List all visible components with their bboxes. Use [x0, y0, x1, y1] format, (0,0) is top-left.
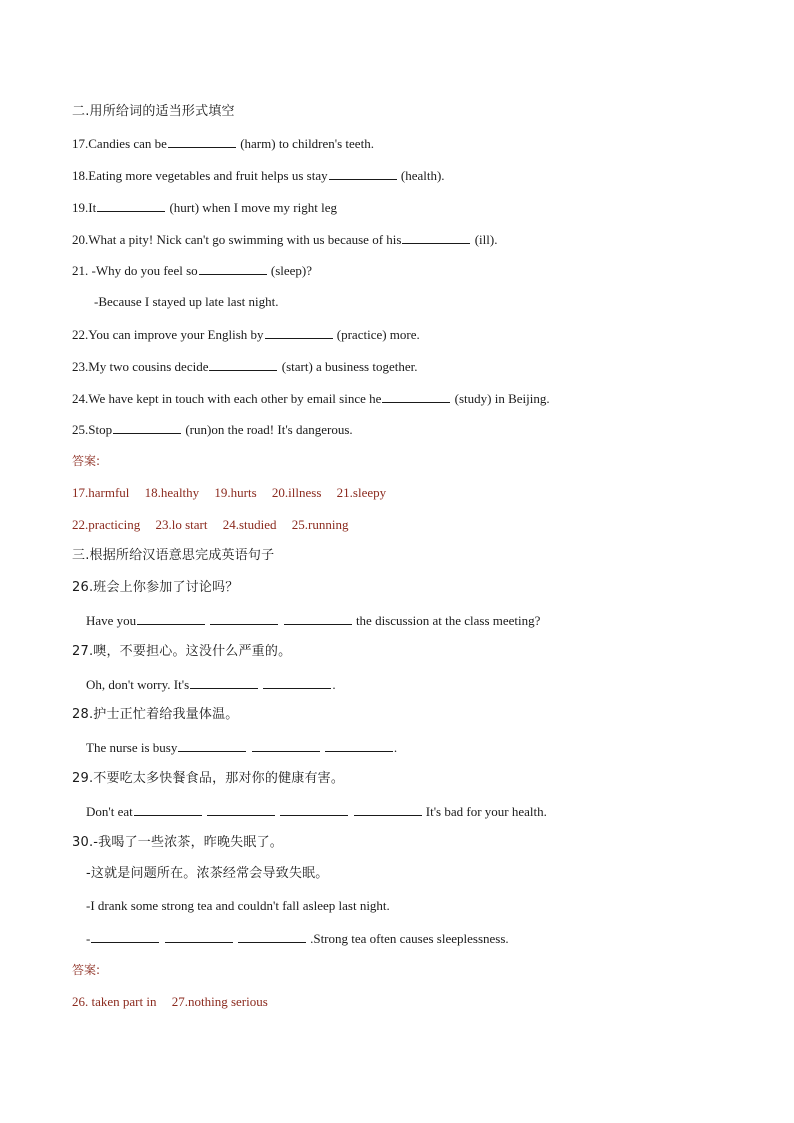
question-27-chinese: 27.噢，不要担心。这没什么严重的。 — [72, 644, 292, 659]
answer-item: 21.sleepy — [336, 485, 387, 500]
answer-item: 22.practicing — [72, 517, 141, 532]
answer-item: 26. taken part in — [72, 994, 157, 1009]
question-27: Oh, don't worry. It's . — [86, 677, 336, 692]
answer-item: 20.illness — [271, 485, 322, 500]
answer-label-1: 答案: — [72, 454, 101, 468]
answer-blank[interactable] — [97, 198, 165, 212]
question-23: 23.My two cousins decide (start) a business together. — [72, 359, 418, 374]
answer-item: 23.lo start — [155, 517, 208, 532]
answer-blank[interactable] — [354, 802, 422, 816]
answer-row-3 — [72, 993, 268, 1011]
answer-blank[interactable] — [238, 929, 306, 943]
answer-blank[interactable] — [325, 738, 393, 752]
question-22: 22.You can improve your English by (practice) more. — [72, 327, 420, 342]
question-21-reply: -Because I stayed up late last night. — [94, 294, 279, 309]
answer-blank[interactable] — [382, 389, 450, 403]
answer-item: 17.harmful — [72, 485, 130, 500]
answer-item: 24.studied — [222, 517, 277, 532]
answer-blank[interactable] — [210, 611, 278, 625]
question-17: 17.Candies can be (harm) to children's teeth. — [72, 136, 374, 151]
answer-item: 25.running — [291, 517, 349, 532]
question-30: - .Strong tea often causes sleeplessness. — [86, 931, 509, 946]
answer-label-2: 答案: — [72, 963, 101, 977]
section-2-title: 二.用所给词的适当形式填空 — [72, 104, 235, 119]
answer-blank[interactable] — [137, 611, 205, 625]
answer-item: 27.nothing serious — [171, 994, 268, 1009]
answer-blank[interactable] — [199, 261, 267, 275]
answer-blank[interactable] — [284, 611, 352, 625]
answer-blank[interactable] — [134, 802, 202, 816]
answer-row-1 — [72, 484, 386, 502]
answer-blank[interactable] — [209, 357, 277, 371]
answer-blank[interactable] — [402, 230, 470, 244]
question-26-chinese: 26.班会上你参加了讨论吗？ — [72, 580, 239, 595]
question-18: 18.Eating more vegetables and fruit helps us stay (health). — [72, 168, 445, 183]
answer-blank[interactable] — [165, 929, 233, 943]
answer-item: 18.healthy — [144, 485, 200, 500]
question-29-chinese: 29.不要吃太多快餐食品，那对你的健康有害。 — [72, 771, 345, 786]
answer-blank[interactable] — [91, 929, 159, 943]
answer-blank[interactable] — [265, 325, 333, 339]
answer-item: 19.hurts — [214, 485, 257, 500]
question-30-chinese-2: -这就是问题所在。浓茶经常会导致失眠。 — [86, 866, 329, 881]
question-28-chinese: 28.护士正忙着给我量体温。 — [72, 707, 239, 722]
answer-blank[interactable] — [190, 675, 258, 689]
answer-blank[interactable] — [113, 420, 181, 434]
answer-blank[interactable] — [329, 166, 397, 180]
question-29: Don't eat It's bad for your health. — [86, 804, 547, 819]
question-26: Have you the discussion at the class meeting? — [86, 613, 541, 628]
question-30-english: -I drank some strong tea and couldn't fall asleep last night. — [86, 898, 390, 913]
answer-blank[interactable] — [178, 738, 246, 752]
answer-row-2 — [72, 516, 349, 534]
answer-blank[interactable] — [252, 738, 320, 752]
question-24: 24.We have kept in touch with each other by email since he (study) in Beijing. — [72, 391, 550, 406]
question-30-chinese-1: 30.-我喝了一些浓茶，昨晚失眠了。 — [72, 835, 283, 850]
answer-blank[interactable] — [207, 802, 275, 816]
question-28: The nurse is busy . — [86, 740, 398, 755]
section-3-title: 三.根据所给汉语意思完成英语句子 — [72, 548, 275, 563]
question-19: 19.It (hurt) when I move my right leg — [72, 200, 337, 215]
question-20: 20.What a pity! Nick can't go swimming with us because of his (ill). — [72, 232, 498, 247]
question-21: 21. -Why do you feel so (sleep)? — [72, 263, 313, 278]
answer-blank[interactable] — [263, 675, 331, 689]
answer-blank[interactable] — [168, 134, 236, 148]
question-25: 25.Stop (run)on the road! It's dangerous. — [72, 422, 353, 437]
answer-blank[interactable] — [280, 802, 348, 816]
